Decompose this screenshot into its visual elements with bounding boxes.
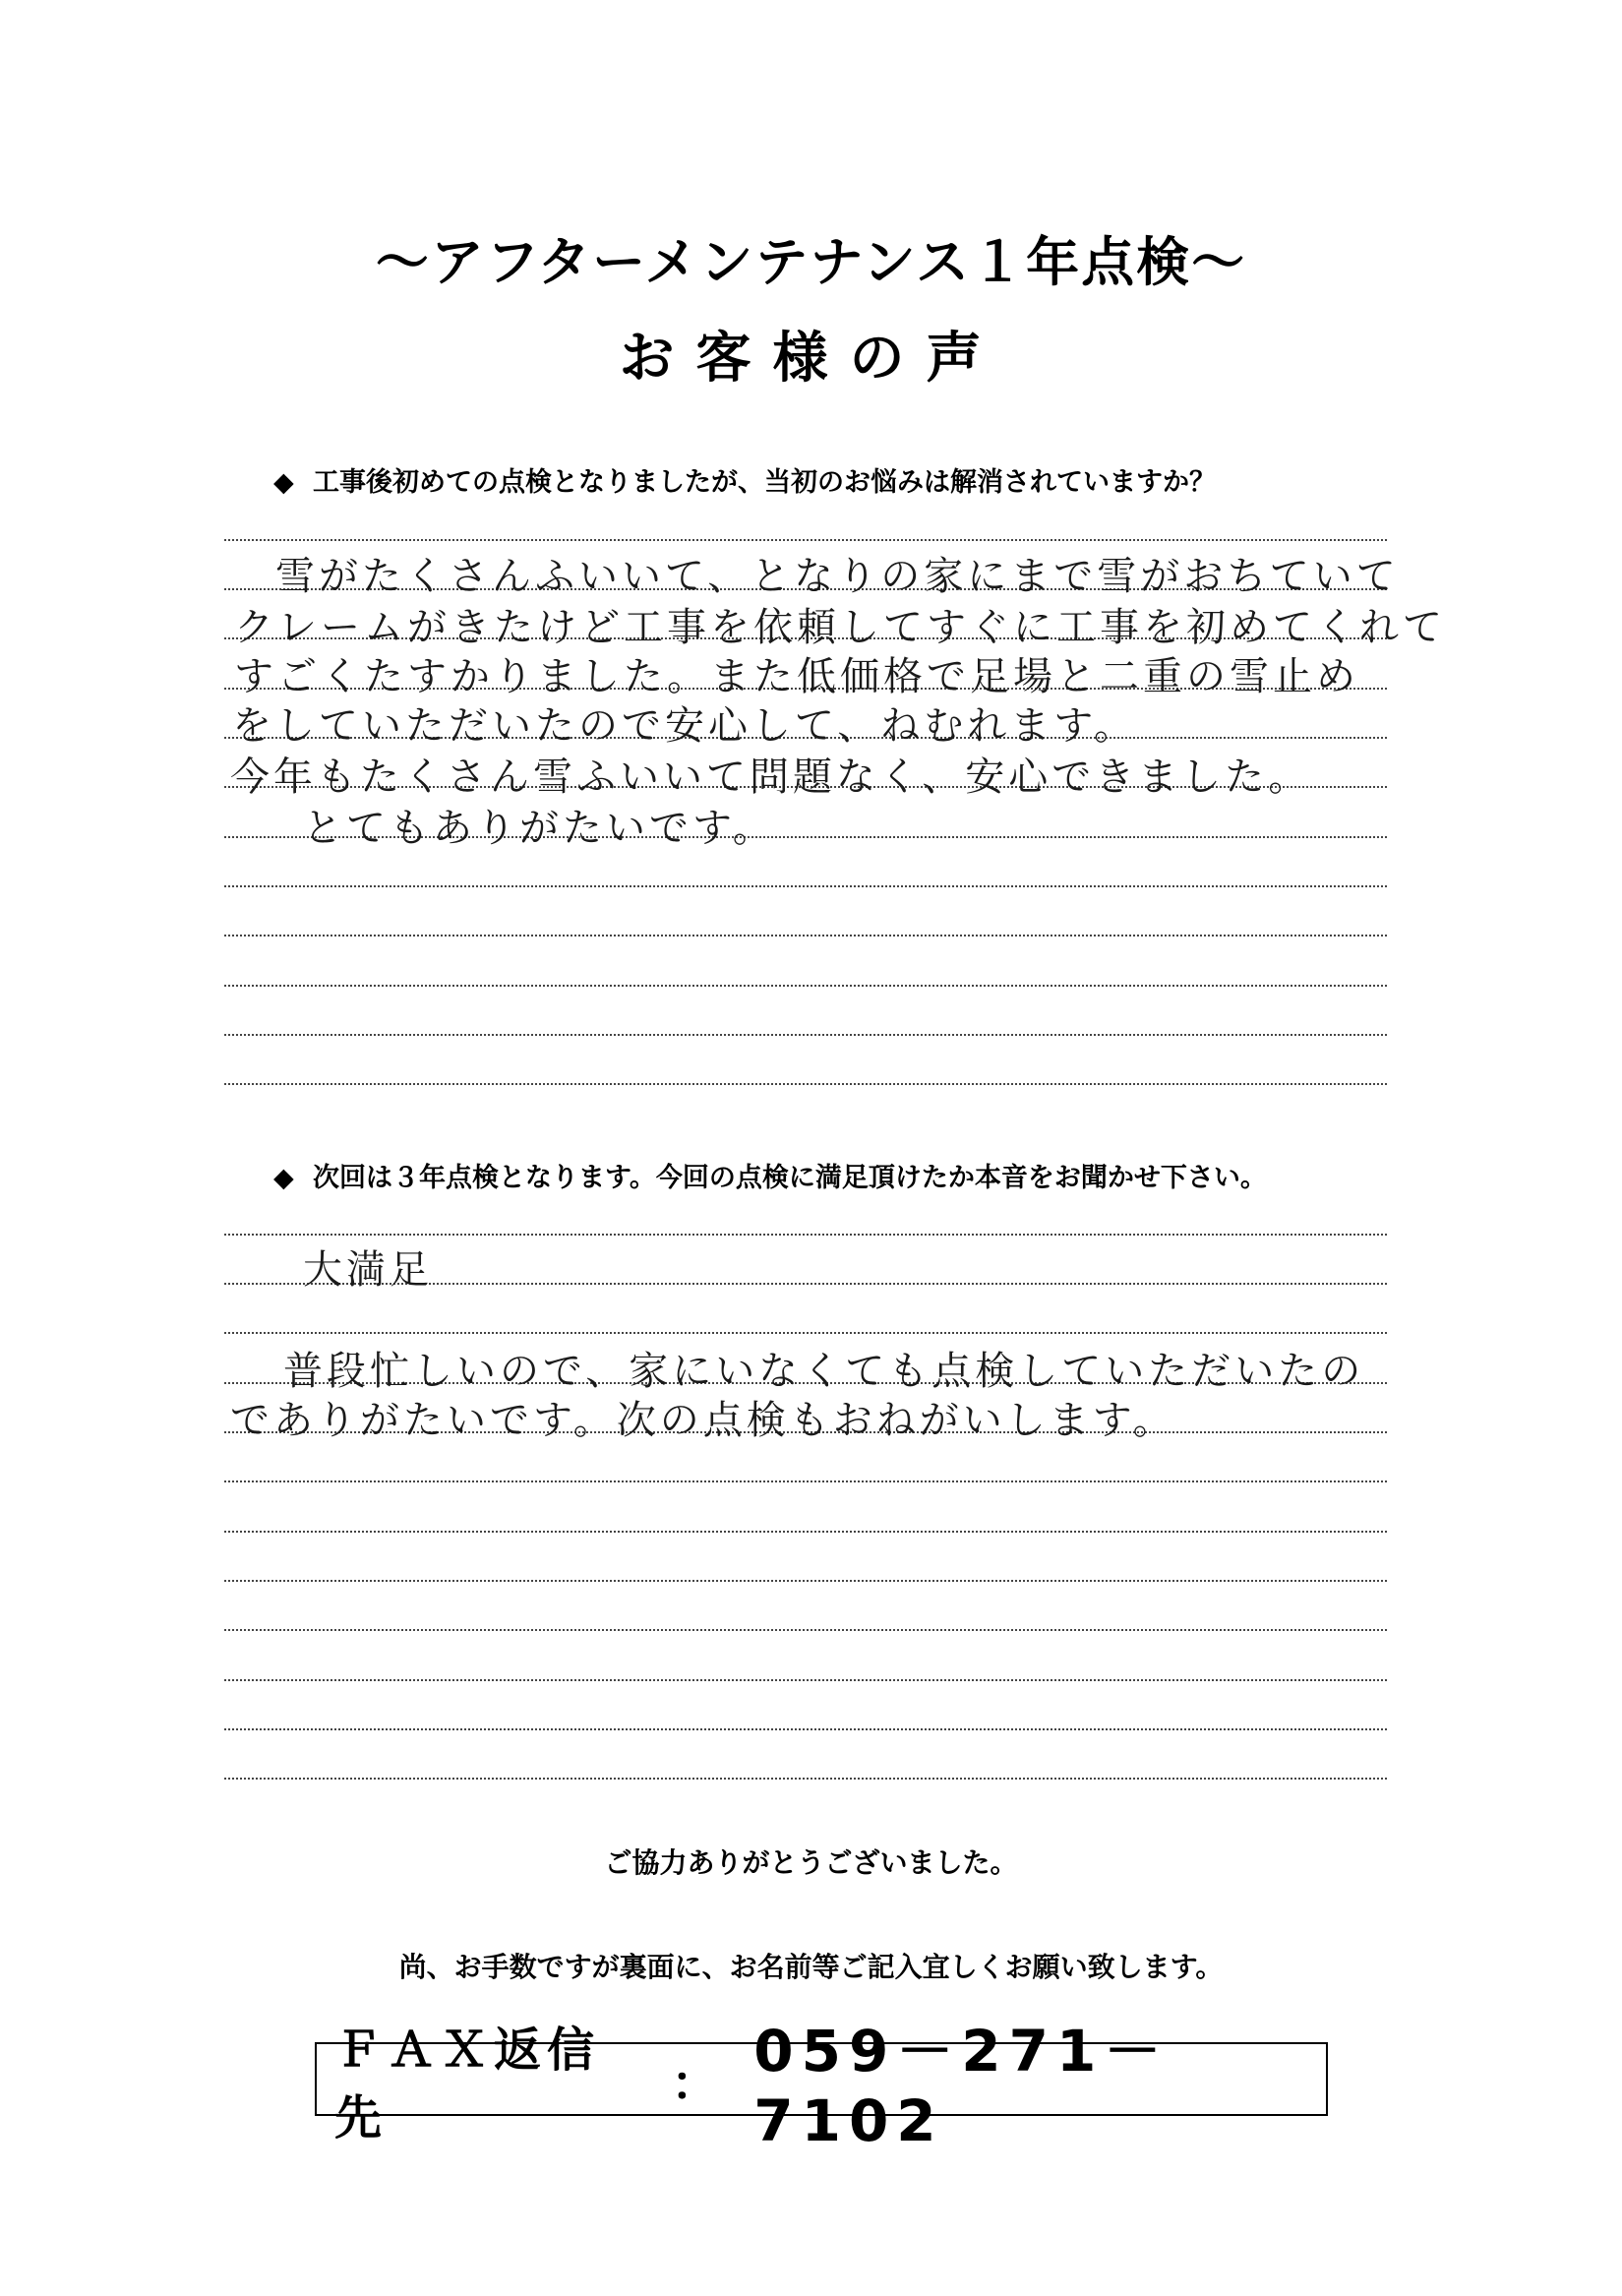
diamond-bullet-icon: ◆	[273, 1163, 294, 1193]
ruled-line	[224, 985, 1387, 987]
handwritten-answer-line: すごくたすかりました。また低価格で足場と二重の雪止め	[234, 654, 1359, 699]
ruled-line	[224, 1480, 1387, 1482]
ruled-line	[224, 1083, 1387, 1085]
ruled-line	[224, 1034, 1387, 1036]
ruled-line	[224, 1679, 1387, 1681]
handwritten-answer-line: をしていただいたので安心して、ねむれます。	[232, 703, 1137, 749]
handwritten-answer-line: 今年もたくさん雪ふいいて問題なく、安心できました。	[230, 755, 1312, 800]
thanks-message: ご協力ありがとうございました。	[604, 1846, 1018, 1879]
handwritten-answer-line: とてもありがたいです。	[303, 806, 776, 851]
question-1	[273, 460, 1216, 499]
ruled-line	[224, 539, 1387, 541]
ruled-line	[224, 1332, 1387, 1334]
ruled-line	[224, 1234, 1387, 1236]
ruled-line	[224, 885, 1387, 887]
question-2	[273, 1156, 1267, 1194]
ruled-line	[224, 1580, 1387, 1582]
ruled-line	[224, 1531, 1387, 1533]
ruled-line	[224, 1629, 1387, 1631]
answer-area-1	[224, 539, 1446, 1090]
page-subtitle: お客様の声	[619, 327, 1003, 391]
question-1-text: 工事後初めての点検となりましたが、当初のお悩みは解消されていますか？	[313, 467, 1216, 498]
page-title: ～アフターメンテナンス１年点検～	[375, 231, 1247, 293]
diamond-bullet-icon: ◆	[273, 467, 294, 498]
fax-colon: ：	[671, 2056, 719, 2111]
question-2-text: 次回は３年点検となります。今回の点検に満足頂けたか本音をお聞かせ下さい。	[313, 1163, 1267, 1193]
handwritten-answer-line: 大満足	[303, 1247, 433, 1293]
handwritten-answer-line: でありがたいです。次の点検もおねがいします。	[230, 1398, 1176, 1443]
ruled-line	[224, 1728, 1387, 1730]
handwritten-answer-line: 雪がたくさんふいいて、となりの家にまで雪がおちていて	[275, 554, 1400, 599]
request-message: 尚、お手数ですが裏面に、お名前等ご記入宜しくお願い致します。	[398, 1951, 1224, 1983]
handwritten-answer-line: クレームがきたけど工事を依頼してすぐに工事を初めてくれて	[234, 605, 1446, 650]
fax-box	[315, 2017, 1328, 2154]
fax-number: 059－271－7102	[753, 2017, 1170, 2154]
ruled-line	[224, 1778, 1387, 1780]
handwritten-answer-line: 普段忙しいので、家にいなくても点検していただいたの	[283, 1349, 1365, 1394]
ruled-line	[224, 935, 1387, 937]
fax-label: ＦＡＸ返信先	[334, 2022, 601, 2145]
answer-area-2	[224, 1234, 1387, 1784]
